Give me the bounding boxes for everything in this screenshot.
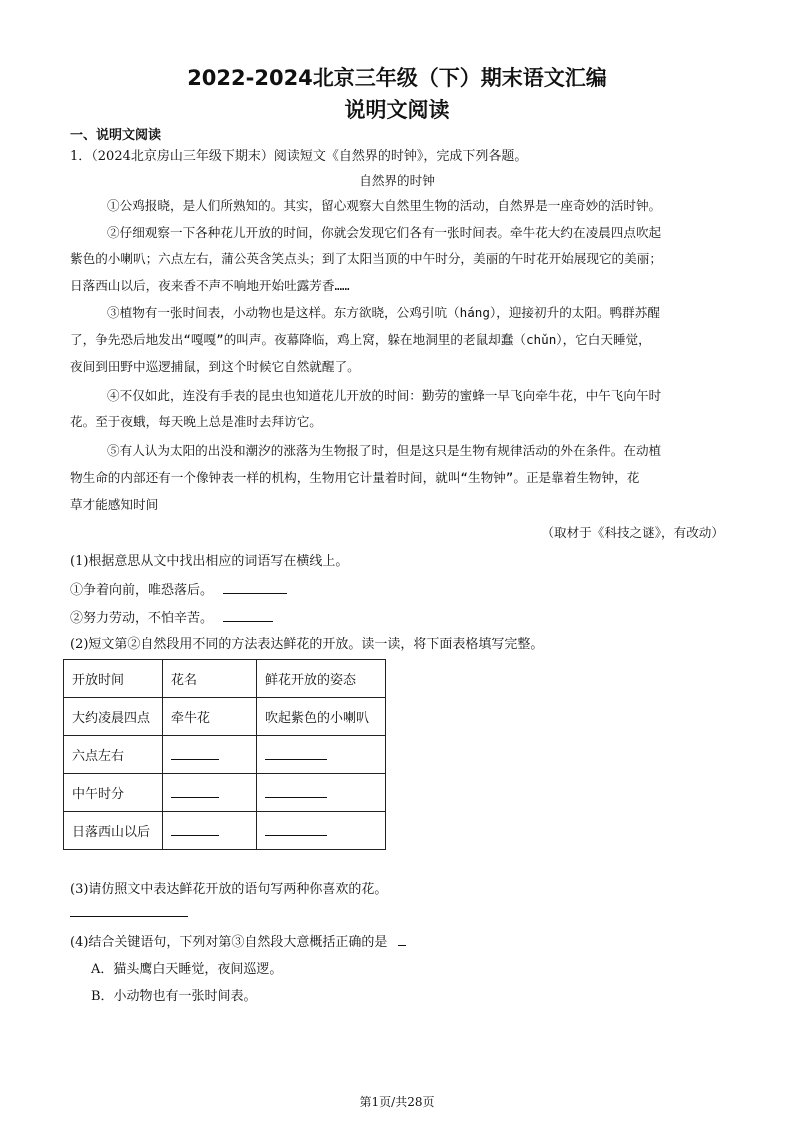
table-row bbox=[64, 698, 386, 736]
table-cell bbox=[257, 774, 386, 812]
answer-blank[interactable] bbox=[265, 745, 327, 760]
article-paragraph-3: ③植物有一张时间表，小动物也是这样。东方欲晓，公鸡引吭（háng），迎接初升的太阳。鸭群苏醒 bbox=[107, 305, 660, 320]
table-header-cell: 开放时间 bbox=[64, 660, 163, 698]
section-heading: 一、说明文阅读 bbox=[70, 128, 162, 143]
table-cell: 吹起紫色的小喇叭 bbox=[257, 698, 386, 736]
table-row bbox=[64, 812, 386, 850]
answer-blank[interactable] bbox=[265, 821, 327, 836]
answer-blank[interactable] bbox=[223, 607, 273, 622]
article-paragraph-5-cont: 草才能感知时间 bbox=[70, 497, 159, 512]
table-cell: 大约凌晨四点 bbox=[64, 698, 163, 736]
article-title: 自然界的时钟 bbox=[359, 173, 435, 188]
sub-question-4-prompt bbox=[70, 931, 406, 950]
table-cell: 日落西山以后 bbox=[64, 812, 163, 850]
answer-blank[interactable] bbox=[223, 579, 287, 594]
table-cell: 中午时分 bbox=[64, 774, 163, 812]
option-b[interactable]: B．小动物也有一张时间表。 bbox=[91, 989, 257, 1004]
answer-blank[interactable] bbox=[398, 931, 406, 946]
article-paragraph-2: ②仔细观察一下各种花儿开放的时间，你就会发现它们各有一张时间表。牵牛花大约在凌晨四点吹起 bbox=[107, 225, 662, 240]
article-paragraph-2-cont: 紫色的小喇叭；六点左右，蒲公英含笑点头；到了太阳当顶的中午时分，美丽的午时花开始展现它的美丽； bbox=[70, 251, 662, 266]
question-intro: 1．（2024北京房山三年级下期末）阅读短文《自然界的时钟》，完成下列各题。 bbox=[70, 149, 528, 164]
table-row bbox=[64, 774, 386, 812]
answer-blank[interactable] bbox=[171, 821, 219, 836]
table-cell bbox=[163, 736, 257, 774]
article-source: （取材于《科技之谜》，有改动） bbox=[541, 525, 724, 540]
table-cell: 牵牛花 bbox=[163, 698, 257, 736]
article-paragraph-3-cont: 了，争先恐后地发出“嘎嘎”的叫声。夜幕降临，鸡上窝，躲在地洞里的老鼠却蠢（chǔn），它白天睡觉， bbox=[70, 332, 651, 347]
table-cell bbox=[257, 736, 386, 774]
table-cell bbox=[163, 774, 257, 812]
article-paragraph-4: ④不仅如此，连没有手表的昆虫也知道花儿开放的时间：勤劳的蜜蜂一早飞向牵牛花，中午飞向午时 bbox=[107, 388, 662, 403]
table-cell bbox=[257, 812, 386, 850]
document-title: 2022-2024北京三年级（下）期末语文汇编 bbox=[187, 66, 607, 90]
sub-question-1-prompt: (1)根据意思从文中找出相应的词语写在横线上。 bbox=[70, 554, 349, 569]
table-header-cell: 鲜花开放的姿态 bbox=[257, 660, 386, 698]
table-cell: 六点左右 bbox=[64, 736, 163, 774]
answer-blank[interactable] bbox=[171, 745, 219, 760]
article-paragraph-5-cont: 物生命的内部还有一个像钟表一样的机构，生物用它计量着时间，就叫“生物钟”。正是靠着生物钟，花 bbox=[70, 470, 640, 485]
table-header-row bbox=[64, 660, 386, 698]
answer-blank[interactable] bbox=[171, 783, 219, 798]
item-text: ①争着向前，唯恐落后。 bbox=[70, 583, 214, 598]
sub-question-1-item-2 bbox=[70, 607, 273, 626]
article-paragraph-3-cont: 夜间到田野中巡逻捕鼠，到这个时候它自然就醒了。 bbox=[70, 359, 360, 374]
document-subtitle: 说明文阅读 bbox=[344, 98, 450, 122]
page-number: 第1页/共28页 bbox=[359, 1095, 435, 1109]
table-cell bbox=[163, 812, 257, 850]
sub-question-1-item-1 bbox=[70, 579, 287, 598]
sub-question-2-prompt: (2)短文第②自然段用不同的方法表达鲜花的开放。读一读，将下面表格填写完整。 bbox=[70, 637, 544, 652]
article-paragraph-2-cont: 日落西山以后，夜来香不声不响地开始吐露芳香…… bbox=[70, 278, 350, 293]
article-paragraph-5: ⑤有人认为太阳的出没和潮汐的涨落为生物报了时，但是这只是生物有规律活动的外在条件。在动植 bbox=[107, 443, 662, 458]
prompt-text: (4)结合关键语句，下列对第③自然段大意概括正确的是 bbox=[70, 935, 388, 950]
table-row bbox=[64, 736, 386, 774]
sub-question-3-answer bbox=[70, 902, 188, 921]
option-a[interactable]: A．猫头鹰白天睡觉，夜间巡逻。 bbox=[91, 962, 283, 977]
answer-blank[interactable] bbox=[70, 902, 188, 917]
article-paragraph-1: ①公鸡报晓，是人们所熟知的。其实，留心观察大自然里生物的活动，自然界是一座奇妙的活时钟。 bbox=[107, 198, 662, 213]
article-paragraph-4-cont: 花。至于夜蛾，每天晚上总是准时去拜访它。 bbox=[70, 414, 322, 429]
item-text: ②努力劳动，不怕辛苦。 bbox=[70, 611, 214, 626]
sub-question-3-prompt: (3)请仿照文中表达鲜花开放的语句写两种你喜欢的花。 bbox=[70, 882, 388, 897]
flower-table bbox=[63, 659, 386, 850]
table-header-cell: 花名 bbox=[163, 660, 257, 698]
answer-blank[interactable] bbox=[265, 783, 327, 798]
